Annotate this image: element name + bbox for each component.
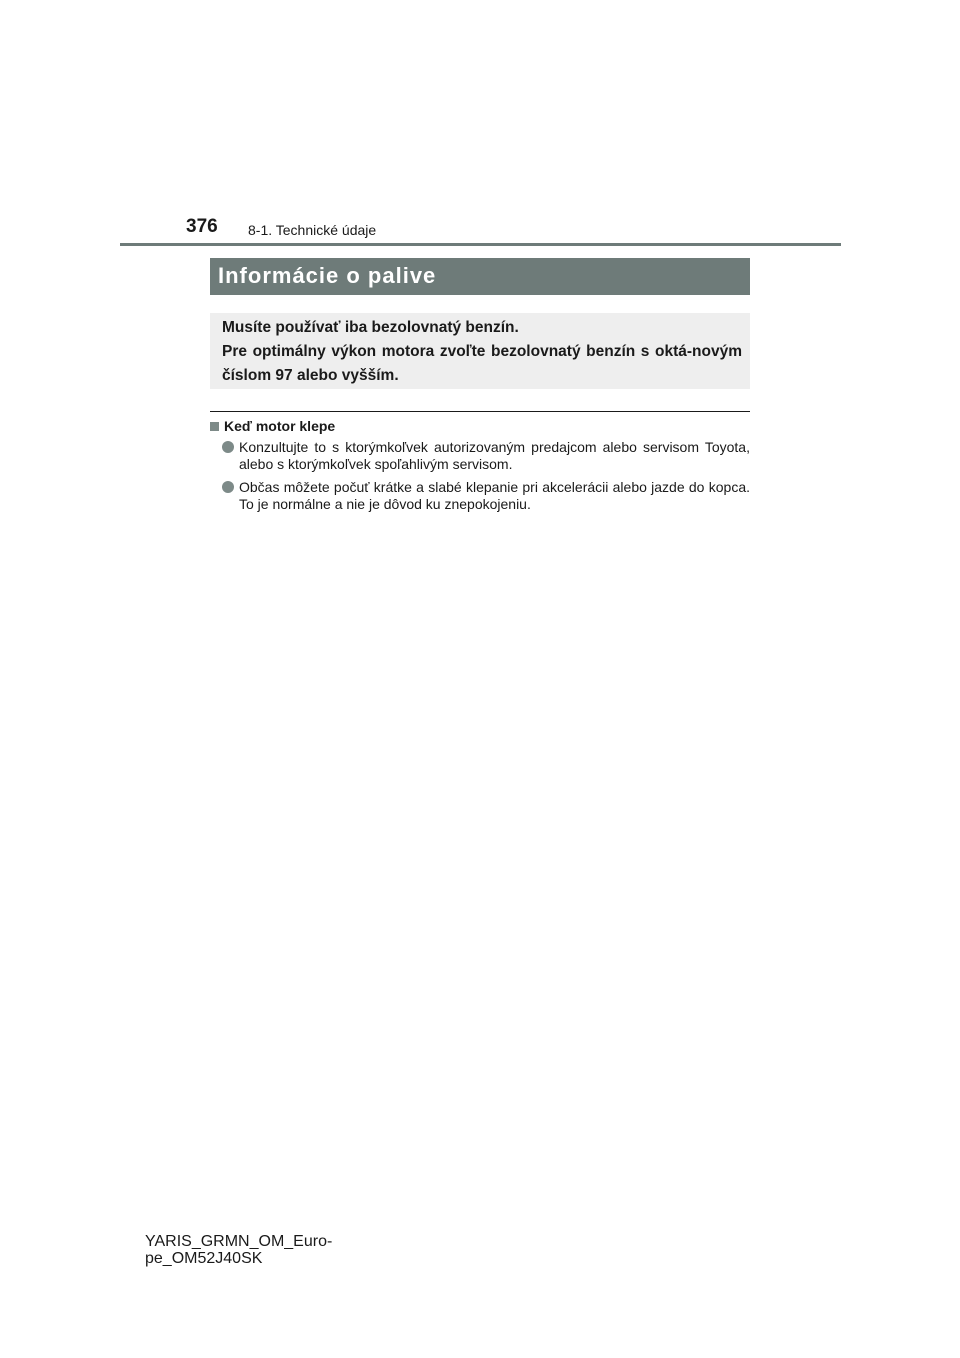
footer-document-id xyxy=(145,1233,332,1267)
footer-line-2: pe_OM52J40SK xyxy=(145,1250,263,1267)
bullet-text: Občas môžete počuť krátke a slabé klepanie pri akcelerácii alebo jazde do kopca. To je normálne a nie je dôvod ku znepokojeniu. xyxy=(239,479,750,512)
bullet-text: Konzultujte to s ktorýmkoľvek autorizovaným predajcom alebo servisom Toyota, alebo s ktorýmkoľvek spoľahlivým servisom. xyxy=(239,439,750,472)
intro-box xyxy=(210,313,750,389)
chapter-title: 8-1. Technické údaje xyxy=(248,222,377,238)
page-number: 376 xyxy=(186,216,218,237)
list-item xyxy=(222,439,750,473)
list-item xyxy=(222,479,750,513)
footer-line-1: YARIS_GRMN_OM_Euro- xyxy=(145,1233,333,1250)
bullet-list xyxy=(222,439,750,519)
subsection-heading-text: Keď motor klepe xyxy=(224,418,336,434)
intro-line-2: Pre optimálny výkon motora zvoľte bezolovnatý benzín s oktá-novým číslom 97 alebo vyšším. xyxy=(222,343,742,384)
subsection-heading xyxy=(210,418,335,434)
header-rule xyxy=(120,243,841,246)
circle-bullet-icon xyxy=(222,481,234,493)
section-title: Informácie o palive xyxy=(210,258,750,295)
square-bullet-icon xyxy=(210,422,219,431)
intro-line-1: Musíte používať iba bezolovnatý benzín. xyxy=(222,319,519,336)
section-divider xyxy=(210,411,750,412)
circle-bullet-icon xyxy=(222,441,234,453)
